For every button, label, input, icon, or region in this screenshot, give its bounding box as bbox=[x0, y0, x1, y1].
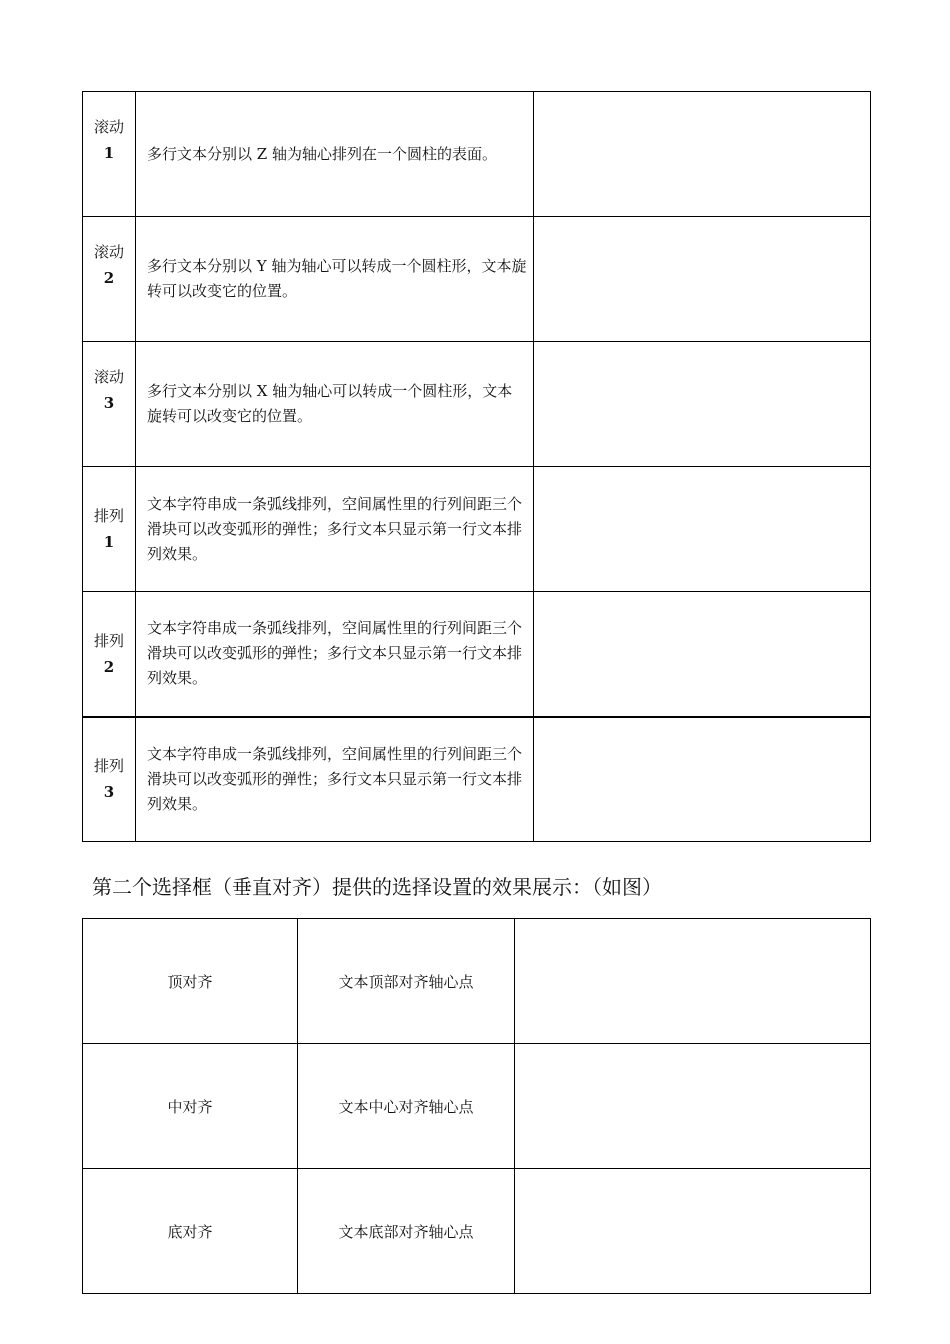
option-description: 文本字符串成一条弧线排列，空间属性里的行列间距三个滑块可以改变弧形的弹性；多行文本只显示第一行文本排列效果。 bbox=[136, 717, 534, 842]
table-row bbox=[83, 1169, 871, 1294]
option-number: 2 bbox=[103, 269, 115, 287]
option-number: 1 bbox=[103, 144, 115, 162]
table-row bbox=[83, 467, 871, 592]
table-row bbox=[83, 1044, 871, 1169]
option-number: 2 bbox=[103, 657, 115, 676]
option-name: 排列 bbox=[93, 757, 124, 776]
option-description: 多行文本分别以 Y 轴为轴心可以转成一个圆柱形，文本旋转可以改变它的位置。 bbox=[136, 217, 534, 342]
table-row bbox=[83, 342, 871, 467]
option-name: 排列 bbox=[93, 507, 124, 525]
option-description: 文本字符串成一条弧线排列，空间属性里的行列间距三个滑块可以改变弧形的弹性；多行文本只显示第一行文本排列效果。 bbox=[136, 592, 534, 717]
preview-cell bbox=[534, 342, 871, 467]
preview-cell bbox=[534, 217, 871, 342]
table-row bbox=[83, 919, 871, 1044]
option-number: 3 bbox=[103, 394, 115, 412]
option-name-cell bbox=[83, 717, 136, 842]
section-heading: 第二个选择框（垂直对齐）提供的选择设置的效果展示：（如图） bbox=[92, 875, 662, 899]
preview-cell bbox=[515, 1044, 871, 1169]
option-name: 滚动 bbox=[93, 243, 124, 261]
table-row bbox=[83, 717, 871, 842]
align-option-description: 文本中心对齐轴心点 bbox=[298, 1044, 515, 1169]
option-description: 文本字符串成一条弧线排列，空间属性里的行列间距三个滑块可以改变弧形的弹性；多行文本只显示第一行文本排列效果。 bbox=[136, 467, 534, 592]
table-row bbox=[83, 92, 871, 217]
preview-cell bbox=[534, 592, 871, 717]
align-option-name: 中对齐 bbox=[83, 1044, 298, 1169]
table-row bbox=[83, 217, 871, 342]
vertical-align-table bbox=[82, 918, 871, 1294]
align-option-description: 文本顶部对齐轴心点 bbox=[298, 919, 515, 1044]
align-option-name: 底对齐 bbox=[83, 1169, 298, 1294]
preview-cell bbox=[534, 92, 871, 217]
align-option-description: 文本底部对齐轴心点 bbox=[298, 1169, 515, 1294]
preview-cell bbox=[534, 467, 871, 592]
effects-table-1 bbox=[82, 91, 871, 842]
option-name-cell bbox=[83, 467, 136, 592]
option-number: 3 bbox=[103, 783, 115, 802]
option-name-cell bbox=[83, 342, 136, 467]
option-number: 1 bbox=[103, 533, 115, 551]
option-name: 滚动 bbox=[93, 118, 124, 136]
preview-cell bbox=[534, 717, 871, 842]
option-name-cell bbox=[83, 592, 136, 717]
option-name-cell bbox=[83, 217, 136, 342]
option-description: 多行文本分别以 X 轴为轴心可以转成一个圆柱形，文本旋转可以改变它的位置。 bbox=[136, 342, 534, 467]
table-row bbox=[83, 592, 871, 717]
option-name-cell bbox=[83, 92, 136, 217]
option-name: 滚动 bbox=[93, 368, 124, 386]
align-option-name: 顶对齐 bbox=[83, 919, 298, 1044]
preview-cell bbox=[515, 919, 871, 1044]
preview-cell bbox=[515, 1169, 871, 1294]
option-description: 多行文本分别以 Z 轴为轴心排列在一个圆柱的表面。 bbox=[136, 92, 534, 217]
option-name: 排列 bbox=[93, 631, 124, 650]
